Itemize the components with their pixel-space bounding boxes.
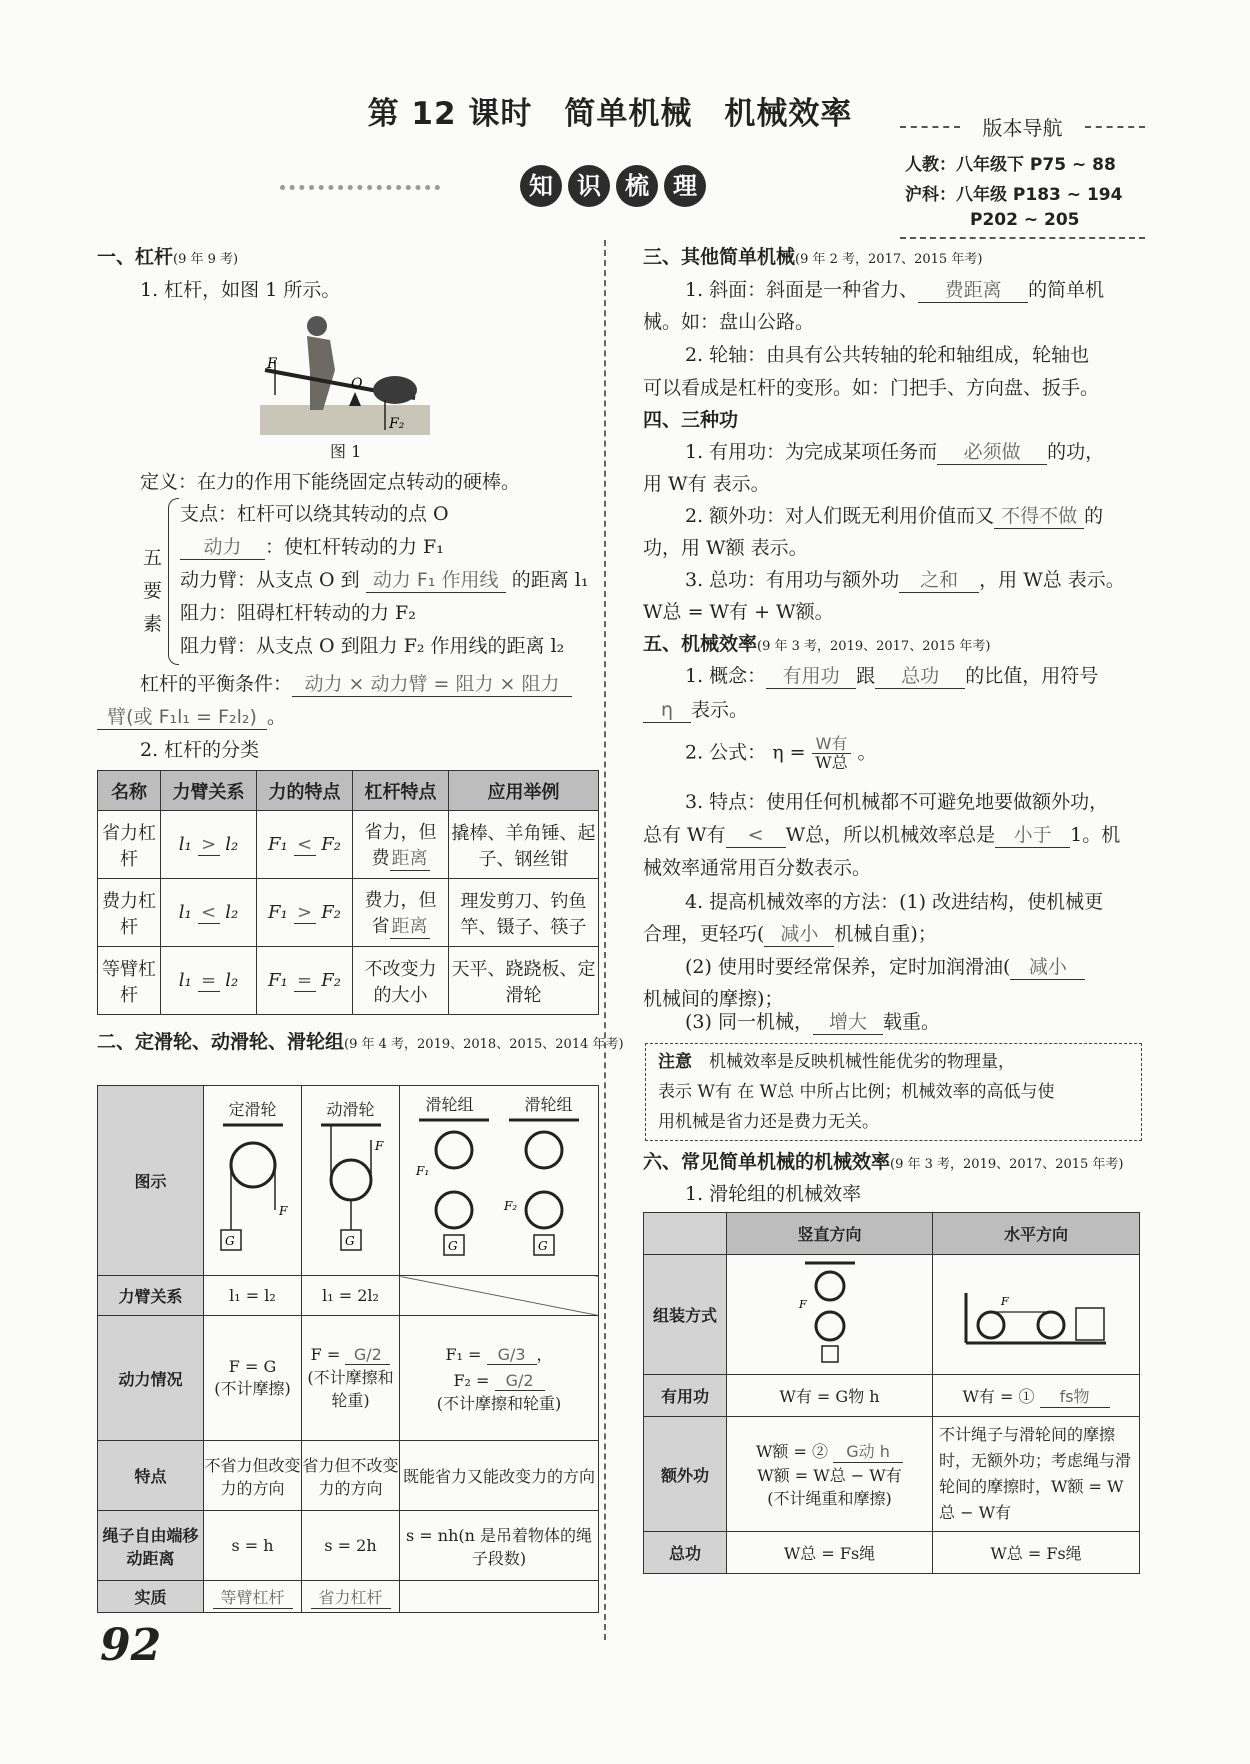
element-effort-arm: 动力臂：从支点 O 到 动力 F₁ 作用线 的距离 l₁	[180, 569, 589, 591]
useful-work-line: 1. 有用功：为完成某项任务而 必须做 的功，	[685, 441, 1105, 463]
rock	[373, 376, 417, 404]
table-row	[98, 811, 599, 879]
total-work-line: 3. 总功：有用功与额外功 之和 ，用 W总 表示。	[685, 569, 1125, 591]
svg-text:F: F	[798, 1297, 807, 1311]
wheel-axle-line-2: 可以看成是杠杆的变形。如：门把手、方向盘、扳手。	[643, 377, 1100, 399]
table-row	[98, 947, 599, 1015]
efficiency-symbol: η 表示。	[643, 698, 748, 723]
efficiency-concept: 1. 概念： 有用功 跟 总功 的比值，用符号	[685, 665, 1099, 687]
dot-line	[280, 185, 440, 190]
section-4-title: 四、三种功	[643, 409, 739, 431]
fulcrum	[349, 392, 361, 406]
lever-example: 理发剪刀、钓鱼竿、镊子、筷子	[449, 879, 599, 947]
table-row	[98, 879, 599, 947]
extra-work-line: 2. 额外功：对人们既无利用价值而又 不得不做 的	[685, 505, 1104, 527]
efficiency-table	[643, 1212, 1140, 1574]
row-header: 特点	[98, 1441, 204, 1511]
section-3-title: 三、其他简单机械(9 年 2 考，2017、2015 年考)	[643, 246, 983, 268]
force-block: F₁ = G/3 ， F₂ = G/2 (不计摩擦和轮重)	[400, 1316, 599, 1441]
svg-text:F: F	[1001, 1294, 1009, 1308]
improve-method-3: (2) 使用时要经常保养，定时加润滑油( 减小	[685, 955, 1085, 980]
useful-work-line-2: 用 W有 表示。	[643, 473, 770, 495]
row-header: 力臂关系	[98, 1276, 204, 1316]
lever-name: 等臂杠杆	[98, 947, 161, 1015]
essence-movable: 省力杠杆	[302, 1581, 400, 1613]
page-number: 92	[100, 1620, 162, 1671]
useful-vertical: W有 = G物 h	[727, 1375, 933, 1417]
element-fulcrum: 支点：杠杆可以绕其转动的点 O	[180, 503, 449, 525]
feature-block: 既能省力又能改变力的方向	[400, 1441, 599, 1511]
pulley-block-icon	[404, 1115, 594, 1265]
five-elements-label: 五 要 素	[143, 547, 163, 635]
improve-method-2: 合理，更轻巧( 减小 机械自重)；	[643, 923, 937, 945]
row-header: 总功	[644, 1532, 727, 1574]
lever-name: 省力杠杆	[98, 811, 161, 879]
lever-figure	[255, 310, 435, 440]
row-header: 动力情况	[98, 1316, 204, 1441]
note-box	[645, 1043, 1142, 1141]
incline-line-2: 械。如：盘山公路。	[643, 311, 815, 333]
vertical-assembly	[727, 1255, 933, 1375]
fixed-pulley-icon	[213, 1120, 293, 1260]
distance-fixed: s = h	[204, 1511, 302, 1581]
movable-pulley-icon	[311, 1120, 391, 1260]
wheel-axle-line: 2. 轮轴：由具有公共转轴的轮和轴组成，轮轴也	[685, 344, 1090, 366]
extra-horizontal: 不计绳子与滑轮间的摩擦时，无额外功；考虑绳与滑轮间的摩擦时，W额 = W总 − W有	[933, 1417, 1140, 1532]
svg-text:G: G	[538, 1239, 548, 1253]
total-work-formula: W总 = W有 + W额。	[643, 601, 834, 623]
lever-example: 撬棒、羊角锤、起子、钢丝钳	[449, 811, 599, 879]
svg-text:G: G	[344, 1234, 355, 1248]
arm-relation: l₁ > l₂	[161, 811, 257, 879]
efficiency-feature: 3. 特点：使用任何机械都不可避免地要做额外功，	[685, 791, 1109, 813]
col-header: 力臂关系	[161, 771, 257, 811]
improve-method: 4. 提高机械效率的方法：(1) 改进结构，使机械更	[685, 891, 1104, 913]
arm-relation: l₁ < l₂	[161, 879, 257, 947]
badge-char: 梳	[616, 165, 658, 207]
svg-text:G: G	[224, 1234, 235, 1248]
section-6-title: 六、常见简单机械的机械效率(9 年 3 考，2019、2017、2015 年考)	[643, 1151, 1124, 1173]
note-line: 注意 机械效率是反映机械性能优劣的物理量，	[658, 1052, 1015, 1072]
lever-name: 费力杠杆	[98, 879, 161, 947]
fixed-pulley-diagram: 定滑轮 G F	[204, 1086, 302, 1276]
nav-divider	[900, 237, 1145, 239]
essence-block	[400, 1581, 599, 1613]
nav-divider	[1085, 126, 1145, 128]
lever-classification-title: 2. 杠杆的分类	[140, 739, 260, 761]
incline-line: 1. 斜面：斜面是一种省力、 费距离 的简单机	[685, 279, 1105, 301]
pulley-efficiency-title: 1. 滑轮组的机械效率	[685, 1183, 862, 1205]
row-header: 组装方式	[644, 1255, 727, 1375]
badge-char: 识	[568, 165, 610, 207]
page-title: 第 12 课时 简单机械 机械效率	[367, 96, 853, 132]
arm-block-empty	[400, 1276, 599, 1316]
section-1-title: 一、杠杆(9 年 9 考)	[97, 246, 239, 268]
col-header: 竖直方向	[727, 1213, 933, 1255]
lever-definition: 定义：在力的作用下能绕固定点转动的硬棒。	[140, 471, 521, 493]
balance-condition: 杠杆的平衡条件： 动力 × 动力臂 = 阻力 × 阻力	[140, 672, 572, 697]
feature-fixed: 不省力但改变力的方向	[204, 1441, 302, 1511]
svg-text:G: G	[448, 1239, 458, 1253]
horizontal-assembly	[933, 1255, 1140, 1375]
pulley-table	[97, 1085, 599, 1613]
svg-text:F₂: F₂	[504, 1199, 518, 1213]
five-elements-brace	[168, 498, 179, 665]
element-load-arm: 阻力臂：从支点 O 到阻力 F₂ 作用线的距离 l₂	[180, 635, 565, 657]
feature-movable: 省力但不改变力的方向	[302, 1441, 400, 1511]
horizontal-pulley-icon	[961, 1273, 1111, 1353]
svg-text:F: F	[278, 1204, 287, 1218]
improve-method-4: 机械间的摩擦)；	[643, 988, 784, 1010]
extra-work-line-2: 功，用 W额 表示。	[643, 537, 808, 559]
element-effort: 动力 ：使杠杆转动的力 F₁	[180, 535, 444, 560]
row-header: 图示	[98, 1086, 204, 1276]
essence-fixed: 等臂杠杆	[204, 1581, 302, 1613]
force-relation: F₁ > F₂	[257, 879, 353, 947]
note-line: 用机械是省力还是费力无关。	[658, 1112, 879, 1132]
vertical-pulley-icon	[795, 1258, 865, 1368]
distance-movable: s = 2h	[302, 1511, 400, 1581]
section-badge	[280, 165, 820, 209]
lever-feature: 费力，但 省 距离	[353, 879, 449, 947]
row-header: 绳子自由端移动距离	[98, 1511, 204, 1581]
arm-movable: l₁ = 2l₂	[302, 1276, 400, 1316]
efficiency-formula: 2. 公式： η = $\frac{\text{W有}}{\text{W总}}$ 。	[685, 734, 877, 772]
column-divider	[604, 240, 606, 1640]
balance-condition-cont: 臂(或 F₁l₁ = F₂l₂) 。	[97, 705, 286, 730]
lever-feature: 省力，但 费 距离	[353, 811, 449, 879]
corner-cell	[644, 1213, 727, 1255]
worker-head	[307, 316, 327, 336]
efficiency-feature-2: 总有 W有 < W总，所以机械效率总是 小于 1。机	[643, 824, 1121, 846]
distance-block: s = nh(n 是吊着物体的绳子段数)	[400, 1511, 599, 1581]
movable-pulley-diagram: 动滑轮 G F	[302, 1086, 400, 1276]
row-header: 额外功	[644, 1417, 727, 1532]
ground	[260, 405, 430, 435]
col-header: 力的特点	[257, 771, 353, 811]
nav-heading: 版本导航	[982, 116, 1063, 140]
force-movable: F = G/2 (不计摩擦和轮重)	[302, 1316, 400, 1441]
figure-caption: 图 1	[330, 442, 362, 461]
force-relation: F₁ = F₂	[257, 947, 353, 1015]
force-relation: F₁ < F₂	[257, 811, 353, 879]
pulley-block-diagram: 滑轮组 滑轮组 G F₁ G F₂	[400, 1086, 599, 1276]
label-f2: F₂	[389, 416, 405, 432]
badge-char: 知	[520, 165, 562, 207]
col-header: 应用举例	[449, 771, 599, 811]
extra-vertical: W额 = ② G动 h W额 = W总 − W有 (不计绳重和摩擦)	[727, 1417, 933, 1532]
svg-text:F: F	[374, 1139, 383, 1153]
force-fixed: F = G (不计摩擦)	[204, 1316, 302, 1441]
col-header: 杠杆特点	[353, 771, 449, 811]
section-2-title: 二、定滑轮、动滑轮、滑轮组(9 年 4 考，2019、2018、2015、2014 年考)	[97, 1031, 624, 1053]
lever-example: 天平、跷跷板、定滑轮	[449, 947, 599, 1015]
note-line: 表示 W有 在 W总 中所占比例；机械效率的高低与使	[658, 1082, 1055, 1102]
nav-line: P202 ~ 205	[970, 210, 1080, 230]
efficiency-feature-3: 械效率通常用百分数表示。	[643, 857, 872, 879]
svg-text:F₁: F₁	[416, 1164, 430, 1178]
col-header: 名称	[98, 771, 161, 811]
total-horizontal: W总 = Fs绳	[933, 1532, 1140, 1574]
label-f1: F	[267, 356, 277, 372]
version-nav	[900, 112, 1145, 242]
element-load: 阻力：阻碍杠杆转动的力 F₂	[180, 602, 416, 624]
label-o: O	[351, 376, 363, 392]
arm-relation: l₁ = l₂	[161, 947, 257, 1015]
worker-body	[307, 336, 335, 410]
lever-table	[97, 770, 599, 1015]
improve-method-5: (3) 同一机械， 增大 载重。	[685, 1011, 940, 1033]
row-header: 有用功	[644, 1375, 727, 1417]
badge-char: 理	[664, 165, 706, 207]
row-header: 实质	[98, 1581, 204, 1613]
total-vertical: W总 = Fs绳	[727, 1532, 933, 1574]
section-5-title: 五、机械效率(9 年 3 考，2019、2017、2015 年考)	[643, 633, 991, 655]
nav-line: 沪科：八年级 P183 ~ 194	[905, 185, 1123, 205]
lever-intro: 1. 杠杆，如图 1 所示。	[140, 279, 341, 301]
lever-feature: 不改变力 的大小	[353, 947, 449, 1015]
nav-line: 人教：八年级下 P75 ~ 88	[905, 155, 1116, 175]
useful-horizontal: W有 = ① fs物	[933, 1375, 1140, 1417]
arm-fixed: l₁ = l₂	[204, 1276, 302, 1316]
col-header: 水平方向	[933, 1213, 1140, 1255]
